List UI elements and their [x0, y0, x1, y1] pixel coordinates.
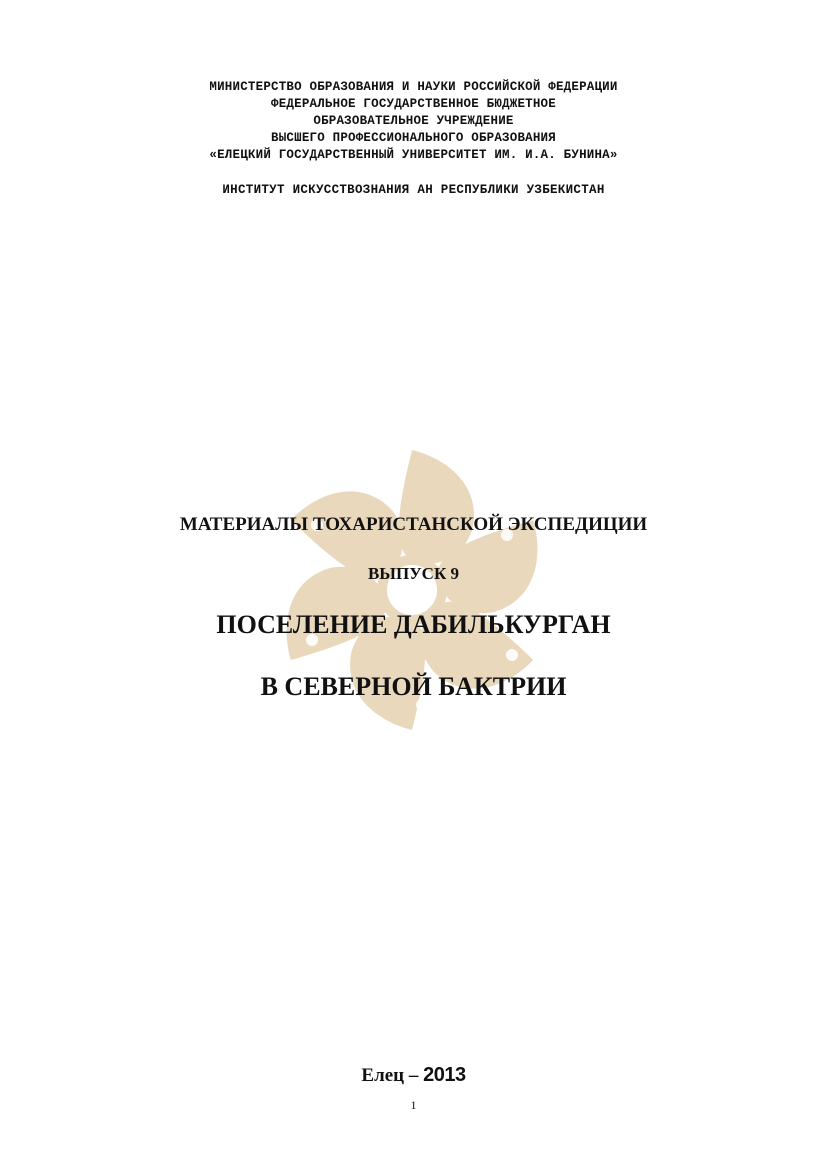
header-line: «ЕЛЕЦКИЙ ГОСУДАРСТВЕННЫЙ УНИВЕРСИТЕТ ИМ. И.А. БУНИНА»: [209, 148, 618, 162]
book-title-line-2: В СЕВЕРНОЙ БАКТРИИ: [260, 672, 567, 701]
ministry-header: [0, 79, 827, 164]
imprint-year: 2013: [423, 1064, 466, 1086]
institute-line: ИНСТИТУТ ИСКУССТВОЗНАНИЯ АН РЕСПУБЛИКИ УЗБЕКИСТАН: [222, 183, 605, 197]
page-number: 1: [410, 1098, 417, 1112]
book-title-line-1: ПОСЕЛЕНИЕ ДАБИЛЬКУРГАН: [216, 610, 611, 639]
series-title: МАТЕРИАЛЫ ТОХАРИСТАНСКОЙ ЭКСПЕДИЦИИ: [179, 514, 648, 535]
header-line: ВЫСШЕГО ПРОФЕССИОНАЛЬНОГО ОБРАЗОВАНИЯ: [271, 131, 556, 145]
issue-number: ВЫПУСК 9: [367, 564, 460, 583]
header-line: ФЕДЕРАЛЬНОЕ ГОСУДАРСТВЕННОЕ БЮДЖЕТНОЕ: [271, 97, 556, 111]
header-line: ОБРАЗОВАТЕЛЬНОЕ УЧРЕЖДЕНИЕ: [313, 114, 514, 128]
header-line: МИНИСТЕРСТВО ОБРАЗОВАНИЯ И НАУКИ РОССИЙСКОЙ ФЕДЕРАЦИИ: [209, 80, 618, 94]
imprint: [0, 1064, 827, 1087]
imprint-city: Елец –: [361, 1065, 424, 1086]
